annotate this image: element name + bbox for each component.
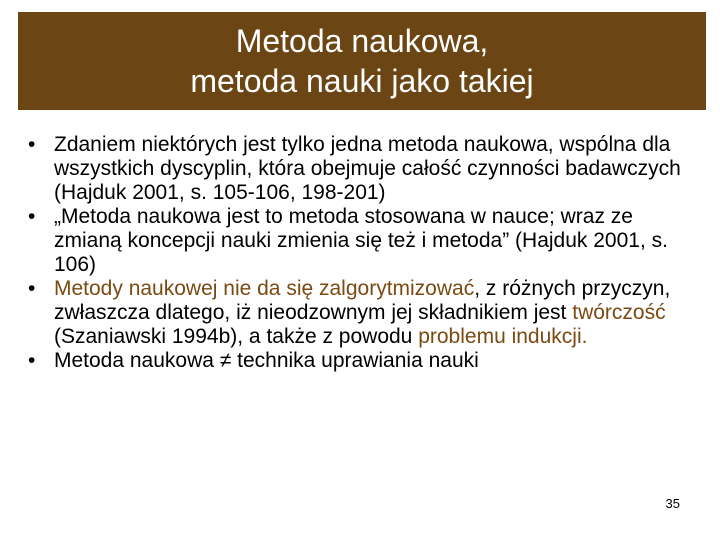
bullet-item-2 (28, 205, 700, 277)
bullet-text-3b: (Szaniawski 1994b), a także z powodu (54, 325, 419, 348)
bullet-list (28, 133, 700, 373)
slide-title-line-1: Metoda naukowa, (235, 23, 489, 59)
bullet-text-4: Metoda naukowa ≠ technika uprawiania nauki (54, 349, 479, 372)
bullet-point-icon: • (28, 277, 36, 300)
highlight-creativity: twórczość (572, 301, 666, 324)
bullet-point-icon: • (28, 133, 36, 156)
bullet-text-3a: , z różnych przyczyn, zwłaszcza dlatego, iż nieodzownym jej składnikiem jest (54, 277, 671, 324)
bullet-item-3 (28, 277, 700, 349)
bullet-item-1 (28, 133, 700, 205)
bullet-text-2: „Metoda naukowa jest to metoda stosowana w nauce; wraz ze zmianą koncepcji nauki zmienia się też i metoda” (Hajduk 2001, s. 106) (54, 205, 668, 276)
slide-title-bar (18, 12, 706, 110)
bullet-point-icon: • (28, 205, 36, 228)
slide-content (28, 133, 700, 373)
bullet-item-4 (28, 349, 700, 373)
highlight-algorithmization: Metody naukowej nie da się zalgorytmizować (54, 277, 475, 300)
page-number: 35 (665, 496, 680, 511)
bullet-point-icon: • (28, 349, 36, 372)
bullet-text-1: Zdaniem niektórych jest tylko jedna metoda naukowa, wspólna dla wszystkich dyscyplin, która obejmuje całość czynności badawczych (Hajduk 2001, s. 105-106, 198-201) (54, 133, 681, 204)
slide-title-line-2: metoda nauki jako takiej (190, 63, 534, 99)
highlight-induction-problem: problemu indukcji. (418, 325, 588, 348)
